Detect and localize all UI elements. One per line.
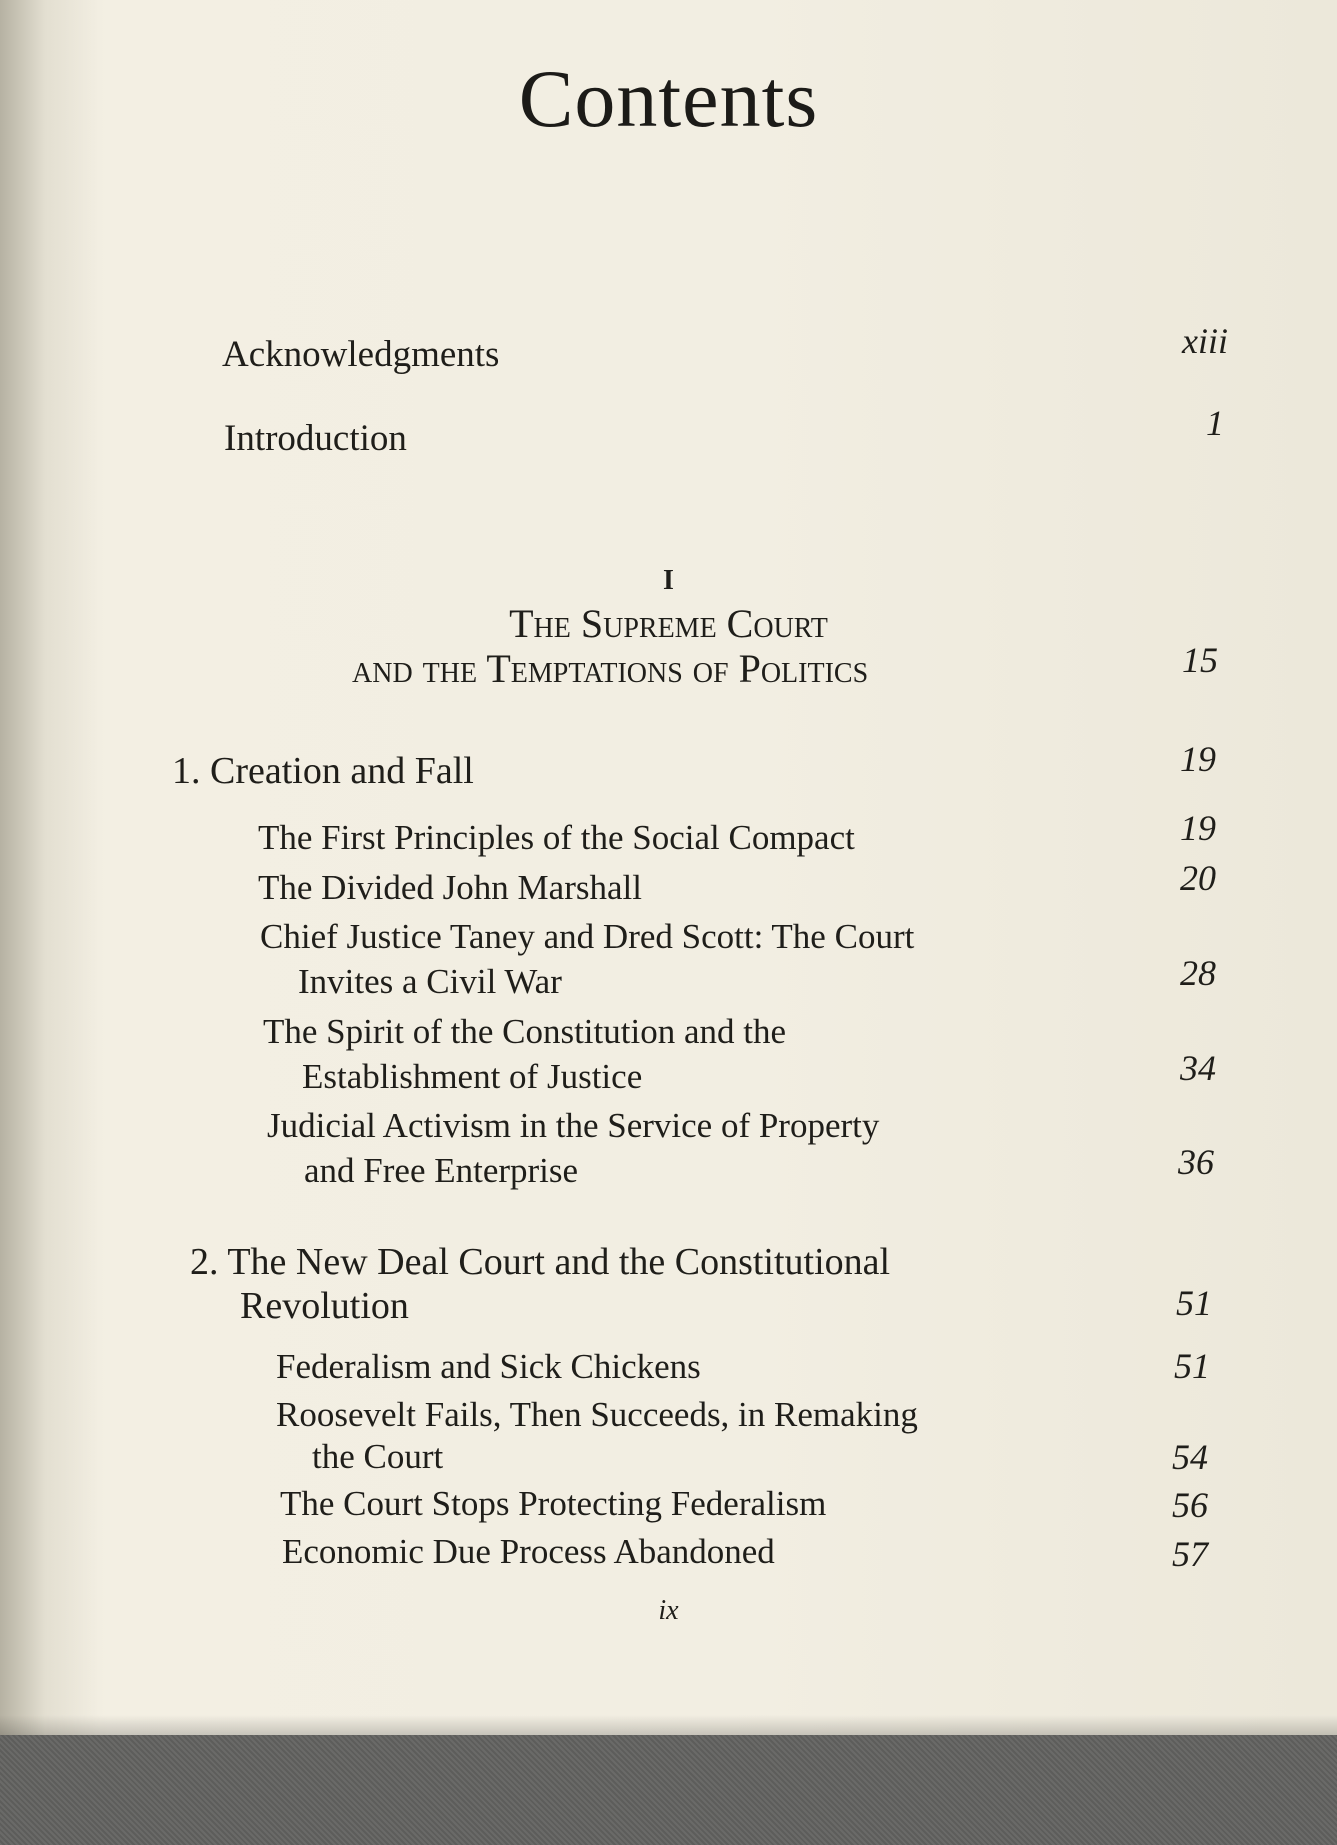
toc-page-introduction: 1 <box>1206 403 1224 443</box>
toc-page-part-one: 15 <box>1182 640 1218 680</box>
toc-section: The First Principles of the Social Compact <box>258 818 855 857</box>
toc-section-continued: Invites a Civil War <box>298 962 562 1001</box>
part-title-line2: and the Temptations of Politics <box>352 646 869 691</box>
toc-page-acknowledgments: xiii <box>1182 321 1228 361</box>
toc-section-page: 36 <box>1178 1142 1214 1182</box>
page-edge-shadow <box>0 1715 1337 1735</box>
toc-section-continued: the Court <box>312 1437 444 1476</box>
toc-entry-introduction: Introduction <box>224 418 407 459</box>
background-surface <box>0 1735 1337 1845</box>
toc-section: The Court Stops Protecting Federalism <box>280 1484 827 1523</box>
toc-section: Judicial Activism in the Service of Property <box>267 1106 880 1145</box>
toc-section-page: 34 <box>1180 1048 1216 1088</box>
toc-section-continued: Establishment of Justice <box>302 1057 643 1096</box>
toc-section-page: 57 <box>1172 1534 1208 1574</box>
toc-section-page: 51 <box>1174 1346 1210 1386</box>
toc-section: The Spirit of the Constitution and the <box>263 1012 787 1051</box>
toc-entry-acknowledgments: Acknowledgments <box>222 334 500 375</box>
toc-section: Chief Justice Taney and Dred Scott: The Court <box>260 917 915 956</box>
toc-section-page: 20 <box>1180 858 1216 898</box>
toc-page-chapter-1: 19 <box>1180 739 1216 779</box>
page-folio: ix <box>658 1595 679 1626</box>
toc-section: Roosevelt Fails, Then Succeeds, in Remaking <box>276 1395 918 1434</box>
chapter-2-title: The New Deal Court and the Constitutional <box>227 1241 891 1283</box>
toc-section: Economic Due Process Abandoned <box>282 1532 775 1571</box>
chapter-1-heading <box>172 749 474 793</box>
toc-section: The Divided John Marshall <box>258 868 642 907</box>
chapter-1-number: 1. <box>172 750 201 792</box>
chapter-2-title-continued: Revolution <box>240 1285 409 1327</box>
toc-section-continued: and Free Enterprise <box>304 1151 579 1190</box>
toc-section-page: 19 <box>1180 808 1216 848</box>
toc-section-page: 54 <box>1172 1437 1208 1477</box>
chapter-1-title: Creation and Fall <box>210 750 474 792</box>
chapter-2-heading <box>190 1240 890 1284</box>
page-title: Contents <box>518 53 819 144</box>
part-number: I <box>663 565 674 596</box>
toc-section: Federalism and Sick Chickens <box>276 1347 701 1386</box>
page-gutter <box>0 0 100 1735</box>
toc-section-page: 56 <box>1172 1485 1208 1525</box>
toc-page-chapter-2: 51 <box>1176 1283 1212 1323</box>
toc-section-page: 28 <box>1180 953 1216 993</box>
part-title-line1: The Supreme Court <box>509 601 828 646</box>
chapter-2-number: 2. <box>190 1241 219 1283</box>
